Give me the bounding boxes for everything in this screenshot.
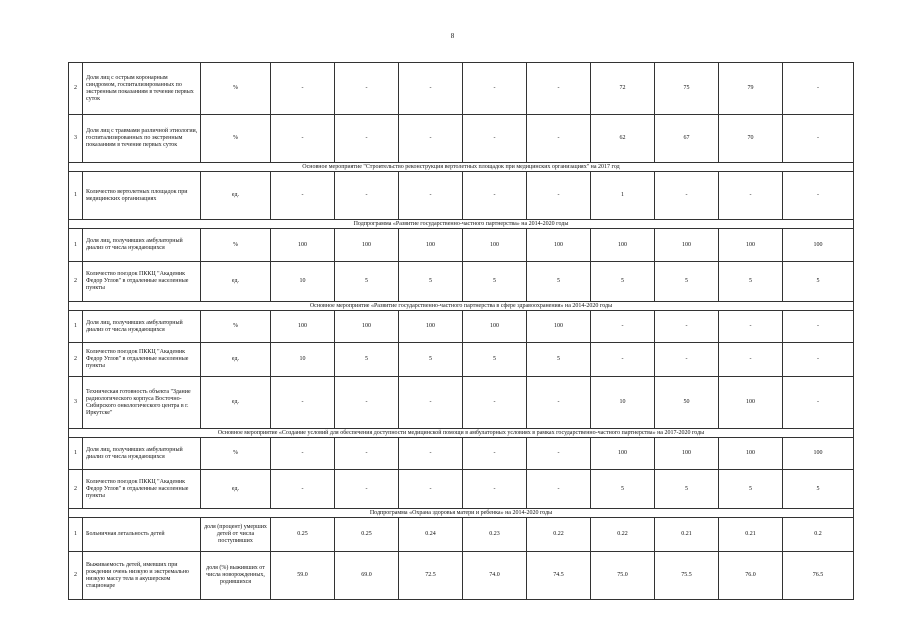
value-cell: - (271, 115, 335, 163)
value-cell: - (335, 438, 399, 470)
value-cell: 5 (527, 343, 591, 377)
value-cell: - (335, 115, 399, 163)
value-cell: 100 (591, 229, 655, 262)
unit-cell: % (201, 311, 271, 343)
value-cell: 5 (591, 470, 655, 509)
value-cell: - (783, 311, 854, 343)
value-cell: 10 (591, 377, 655, 429)
value-cell: - (335, 377, 399, 429)
value-cell: 72 (591, 63, 655, 115)
value-cell: 100 (463, 229, 527, 262)
value-cell: 59.0 (271, 552, 335, 600)
unit-cell: доля (%) выживших от числа новорожденных, родившихся (201, 552, 271, 600)
unit-cell: ед. (201, 470, 271, 509)
value-cell: 5 (335, 343, 399, 377)
row-number: 3 (69, 115, 83, 163)
value-cell: - (463, 438, 527, 470)
value-cell: 100 (655, 229, 719, 262)
indicator-name: Количество поездок ПККЦ "Академик Федор Углов" в отдаленные населенные пункты (83, 343, 201, 377)
value-cell: 5 (591, 262, 655, 302)
row-number: 1 (69, 172, 83, 220)
row-number: 1 (69, 229, 83, 262)
section-title: Основное мероприятие "Строительство реконструкция вертолетных площадок при медицинских организациях" на 2017 год (69, 163, 854, 172)
row-number: 2 (69, 470, 83, 509)
value-cell: - (335, 172, 399, 220)
table-row (69, 552, 854, 600)
table-row (69, 377, 854, 429)
table-row (69, 518, 854, 552)
section-title: Подпрограмма «Развитие государственно-частного партнерства» на 2014-2020 годы (69, 220, 854, 229)
indicator-name: Техническая готовность объекта "Здание радиологического корпуса Восточно-Сибирского онкологического центра в г. Иркутске" (83, 377, 201, 429)
value-cell: 0.23 (463, 518, 527, 552)
value-cell: 0.24 (399, 518, 463, 552)
value-cell: 67 (655, 115, 719, 163)
value-cell: 100 (335, 311, 399, 343)
section-title: Подпрограмма «Охрана здоровья матери и ребенка» на 2014-2020 годы (69, 509, 854, 518)
value-cell: - (399, 115, 463, 163)
value-cell: 100 (335, 229, 399, 262)
section-header-row (69, 509, 854, 518)
value-cell: - (783, 172, 854, 220)
value-cell: 72.5 (399, 552, 463, 600)
value-cell: - (527, 63, 591, 115)
value-cell: - (655, 311, 719, 343)
indicator-name: Выживаемость детей, имевших при рождении очень низкую и экстремально низкую массу тела в акушерском стационаре (83, 552, 201, 600)
value-cell: - (463, 377, 527, 429)
section-header-row (69, 302, 854, 311)
table-row (69, 172, 854, 220)
unit-cell: % (201, 438, 271, 470)
table-row (69, 63, 854, 115)
section-header-row (69, 429, 854, 438)
value-cell: - (783, 115, 854, 163)
value-cell: 100 (271, 311, 335, 343)
table-row (69, 229, 854, 262)
value-cell: - (463, 63, 527, 115)
value-cell: 74.5 (527, 552, 591, 600)
value-cell: 75 (655, 63, 719, 115)
value-cell: 5 (655, 470, 719, 509)
row-number: 2 (69, 343, 83, 377)
unit-cell: ед. (201, 377, 271, 429)
value-cell: - (271, 172, 335, 220)
value-cell: 5 (399, 343, 463, 377)
value-cell: 100 (399, 311, 463, 343)
unit-cell: ед. (201, 343, 271, 377)
value-cell: - (719, 343, 783, 377)
value-cell: - (527, 172, 591, 220)
value-cell: - (399, 377, 463, 429)
value-cell: 62 (591, 115, 655, 163)
indicator-name: Доля лиц, получивших амбулаторный диализ от числа нуждающихся (83, 311, 201, 343)
unit-cell: % (201, 63, 271, 115)
value-cell: - (271, 377, 335, 429)
value-cell: 100 (783, 438, 854, 470)
indicator-name: Доля лиц, получивших амбулаторный диализ от числа нуждающихся (83, 438, 201, 470)
value-cell: 5 (655, 262, 719, 302)
table-row (69, 262, 854, 302)
indicator-name: Доля лиц с острым коронарным синдромом, госпитализированных по экстренным показаниям в течение первых суток (83, 63, 201, 115)
unit-cell: % (201, 115, 271, 163)
value-cell: - (719, 172, 783, 220)
value-cell: 100 (719, 229, 783, 262)
page-number: 8 (450, 32, 455, 40)
value-cell: 100 (527, 311, 591, 343)
value-cell: - (591, 343, 655, 377)
value-cell: 69.0 (335, 552, 399, 600)
row-number: 1 (69, 311, 83, 343)
indicator-name: Количество вертолетных площадок при медицинских организациях (83, 172, 201, 220)
value-cell: 10 (271, 262, 335, 302)
value-cell: 79 (719, 63, 783, 115)
value-cell: - (783, 343, 854, 377)
value-cell: - (527, 438, 591, 470)
unit-cell: ед. (201, 262, 271, 302)
value-cell: - (399, 63, 463, 115)
value-cell: 0.25 (271, 518, 335, 552)
value-cell: 76.0 (719, 552, 783, 600)
value-cell: - (271, 470, 335, 509)
value-cell: - (527, 115, 591, 163)
unit-cell: доля (процент) умерших детей от числа поступивших (201, 518, 271, 552)
row-number: 2 (69, 552, 83, 600)
table-row (69, 470, 854, 509)
value-cell: 75.5 (655, 552, 719, 600)
unit-cell: ед. (201, 172, 271, 220)
value-cell: 5 (719, 262, 783, 302)
row-number: 1 (69, 438, 83, 470)
value-cell: 100 (719, 438, 783, 470)
value-cell: 5 (527, 262, 591, 302)
unit-cell: % (201, 229, 271, 262)
value-cell: 5 (783, 470, 854, 509)
section-header-row (69, 163, 854, 172)
table-row (69, 343, 854, 377)
value-cell: 0.21 (655, 518, 719, 552)
value-cell: - (335, 470, 399, 509)
value-cell: - (335, 63, 399, 115)
value-cell: - (783, 63, 854, 115)
value-cell: 5 (783, 262, 854, 302)
indicator-name: Количество поездок ПККЦ "Академик Федор Углов" в отдаленные населенные пункты (83, 262, 201, 302)
table-body (69, 63, 854, 600)
value-cell: - (399, 470, 463, 509)
value-cell: - (591, 311, 655, 343)
value-cell: 0.25 (335, 518, 399, 552)
value-cell: 75.0 (591, 552, 655, 600)
value-cell: - (399, 438, 463, 470)
value-cell: 50 (655, 377, 719, 429)
value-cell: - (463, 470, 527, 509)
value-cell: 1 (591, 172, 655, 220)
value-cell: - (719, 311, 783, 343)
value-cell: - (527, 377, 591, 429)
row-number: 3 (69, 377, 83, 429)
value-cell: 70 (719, 115, 783, 163)
table-row (69, 115, 854, 163)
table-row (69, 438, 854, 470)
section-header-row (69, 220, 854, 229)
value-cell: 0.22 (527, 518, 591, 552)
value-cell: 10 (271, 343, 335, 377)
value-cell: - (655, 343, 719, 377)
indicator-name: Доля лиц с травмами различной этиологии, госпитализированных по экстренным показаниям в течение первых суток (83, 115, 201, 163)
indicator-table-container (68, 62, 853, 600)
value-cell: 5 (335, 262, 399, 302)
row-number: 2 (69, 63, 83, 115)
value-cell: 100 (655, 438, 719, 470)
indicator-name: Доля лиц, получивших амбулаторный диализ от числа нуждающихся (83, 229, 201, 262)
value-cell: 100 (527, 229, 591, 262)
value-cell: - (783, 377, 854, 429)
value-cell: 5 (463, 343, 527, 377)
value-cell: 100 (399, 229, 463, 262)
value-cell: 100 (271, 229, 335, 262)
value-cell: 0.2 (783, 518, 854, 552)
value-cell: 5 (463, 262, 527, 302)
value-cell: 0.21 (719, 518, 783, 552)
value-cell: - (655, 172, 719, 220)
value-cell: 76.5 (783, 552, 854, 600)
value-cell: 5 (399, 262, 463, 302)
value-cell: 100 (783, 229, 854, 262)
value-cell: 100 (463, 311, 527, 343)
value-cell: - (463, 115, 527, 163)
indicator-table (68, 62, 854, 600)
value-cell: 0.22 (591, 518, 655, 552)
value-cell: - (271, 63, 335, 115)
value-cell: - (527, 470, 591, 509)
value-cell: - (271, 438, 335, 470)
value-cell: 5 (719, 470, 783, 509)
value-cell: 100 (591, 438, 655, 470)
section-title: Основное мероприятие «Развитие государственно-частного партнерства в сфере здравоохранения» на 2014-2020 годы (69, 302, 854, 311)
row-number: 2 (69, 262, 83, 302)
table-row (69, 311, 854, 343)
section-title: Основное мероприятие «Создание условий для обеспечения доступности медицинской помощи в амбулаторных условиях в рамках государственно-частного партнерства» на 2017-2020 годы (69, 429, 854, 438)
row-number: 1 (69, 518, 83, 552)
indicator-name: Количество поездок ПККЦ "Академик Федор Углов" в отдаленные населенные пункты (83, 470, 201, 509)
value-cell: 74.0 (463, 552, 527, 600)
value-cell: - (399, 172, 463, 220)
value-cell: 100 (719, 377, 783, 429)
value-cell: - (463, 172, 527, 220)
indicator-name: Больничная летальность детей (83, 518, 201, 552)
